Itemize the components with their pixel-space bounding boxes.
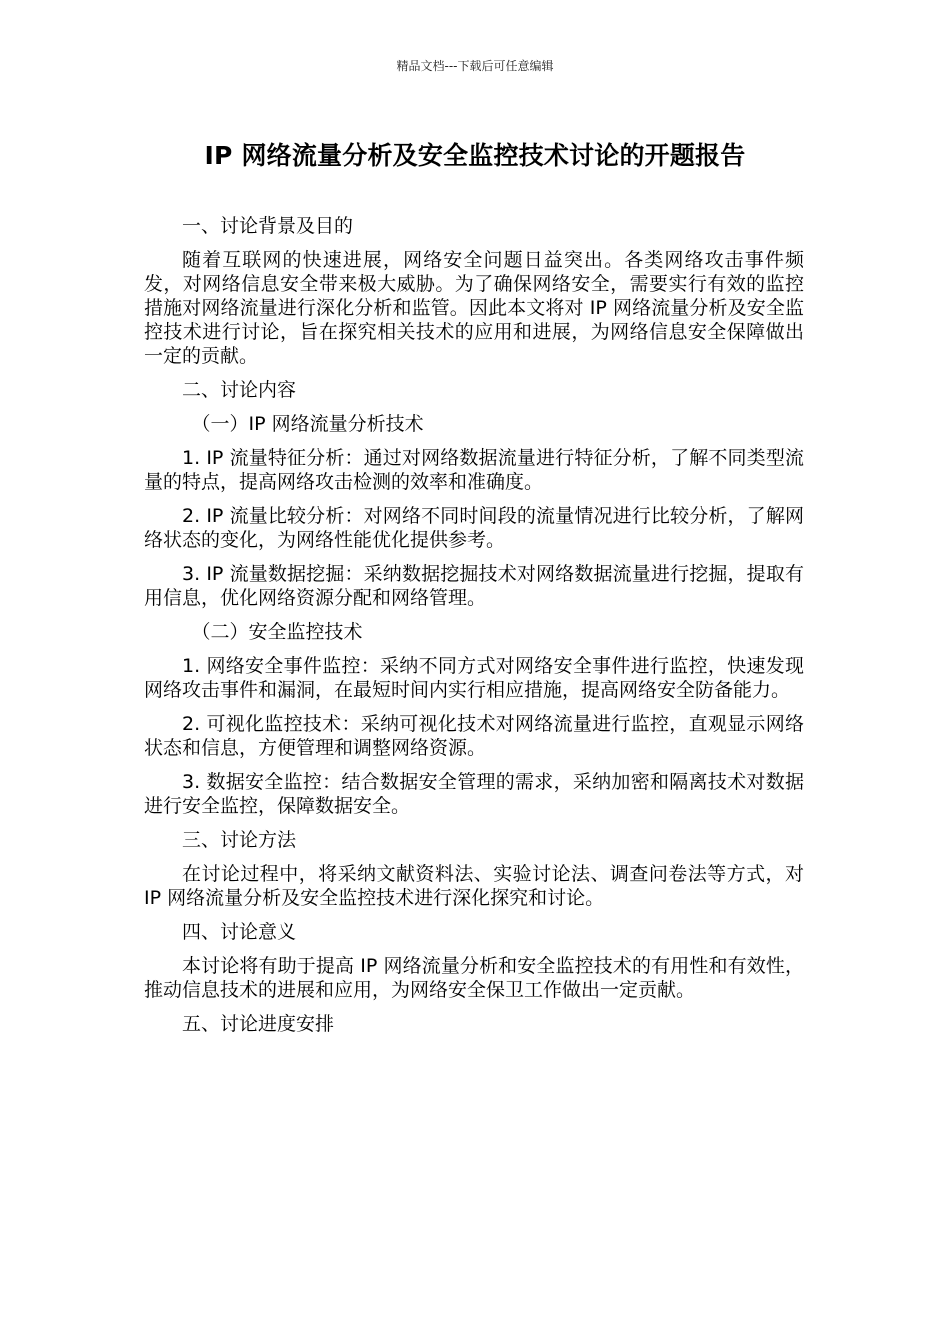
paragraph-background: 随着互联网的快速进展，网络安全问题日益突出。各类网络攻击事件频发，对网络信息安全带来极大威胁。为了确保网络安全，需要实行有效的监控措施对网络流量进行深化分析和监管。因此本文将对 IP 网络流量分析及安全监控技术进行讨论，旨在探究相关技术的应用和进展，为网络信息安全保障做出一定的贡献。 [144,249,804,367]
list-item-visual-monitoring: 2. 可视化监控技术：采纳可视化技术对网络流量进行监控，直观显示网络状态和信息，方便管理和调整网络资源。 [144,713,804,759]
list-item-comparison-analysis: 2. IP 流量比较分析：对网络不同时间段的流量情况进行比较分析，了解网络状态的变化，为网络性能优化提供参考。 [144,505,804,551]
document-title: IP 网络流量分析及安全监控技术讨论的开题报告 [204,141,746,170]
section-heading-content: 二、讨论内容 [182,379,297,401]
list-item-event-monitoring: 1. 网络安全事件监控：采纳不同方式对网络安全事件进行监控，快速发现网络攻击事件和漏洞，在最短时间内实行相应措施，提高网络安全防备能力。 [144,655,804,701]
list-item-data-mining: 3. IP 流量数据挖掘：采纳数据挖掘技术对网络数据流量进行挖掘，提取有用信息，优化网络资源分配和网络管理。 [144,563,804,609]
section-heading-significance: 四、讨论意义 [182,921,297,943]
page-header: 精品文档---下载后可任意编辑 [396,59,554,73]
paragraph-significance: 本讨论将有助于提高 IP 网络流量分析和安全监控技术的有用性和有效性，推动信息技术的进展和应用，为网络安全保卫工作做出一定贡献。 [144,955,804,1001]
subsection-heading-traffic-analysis: （一）IP 网络流量分析技术 [191,413,424,435]
list-item-data-security: 3. 数据安全监控：结合数据安全管理的需求，采纳加密和隔离技术对数据进行安全监控，保障数据安全。 [144,771,804,817]
section-heading-methods: 三、讨论方法 [182,829,297,851]
section-heading-background: 一、讨论背景及目的 [182,215,354,237]
section-heading-schedule: 五、讨论进度安排 [182,1013,335,1035]
subsection-heading-security-monitoring: （二）安全监控技术 [191,621,363,643]
list-item-feature-analysis: 1. IP 流量特征分析：通过对网络数据流量进行特征分析，了解不同类型流量的特点，提高网络攻击检测的效率和准确度。 [144,447,804,493]
document-body [144,214,804,1046]
paragraph-methods: 在讨论过程中，将采纳文献资料法、实验讨论法、调查问卷法等方式，对 IP 网络流量分析及安全监控技术进行深化探究和讨论。 [144,863,804,909]
